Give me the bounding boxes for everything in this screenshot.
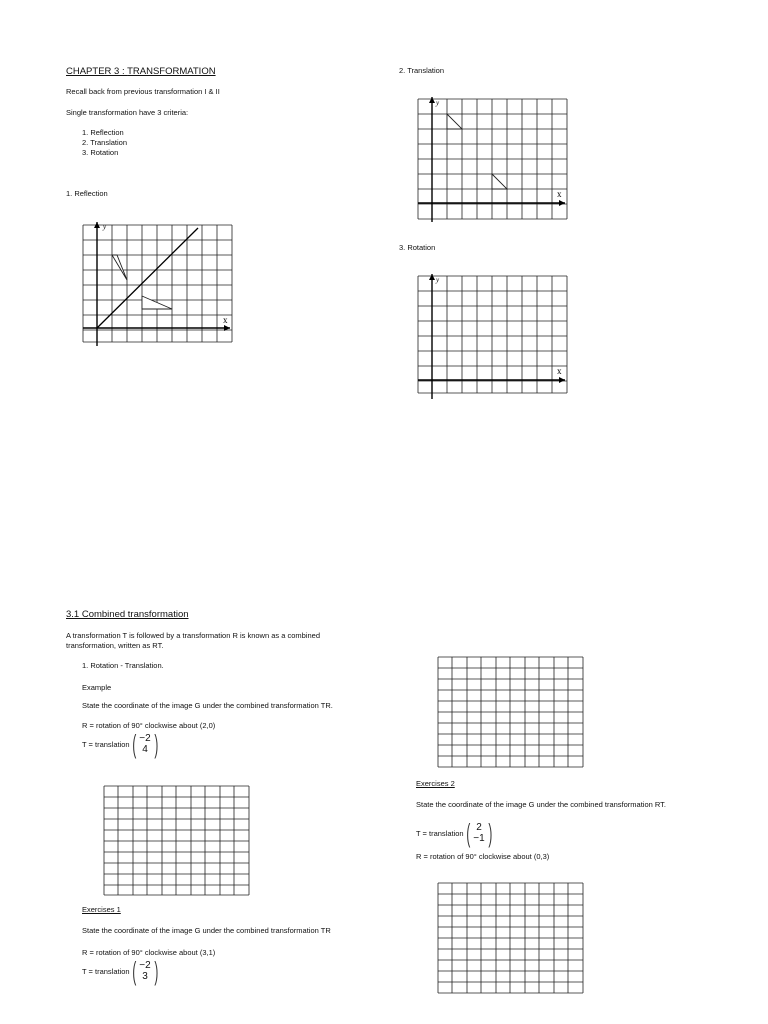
example-text: State the coordinate of the image G under the combined transformation TR. xyxy=(82,701,333,710)
x-axis-label: x xyxy=(557,366,562,376)
translation-vector: −2 4 xyxy=(139,733,151,755)
exercise2-bottom-grid xyxy=(437,882,585,996)
combined-heading: 3.1 Combined transformation xyxy=(66,609,189,620)
section-rotation-label: 3. Rotation xyxy=(399,243,436,252)
translation-vector: −2 3 xyxy=(139,960,151,982)
exercise2-label: Exercises 2 xyxy=(416,779,455,788)
exercise1-label: Exercises 1 xyxy=(82,905,121,914)
exercise1-rotation: R = rotation of 90° clockwise about (3,1) xyxy=(82,948,216,957)
combined-item1: 1. Rotation - Translation. xyxy=(82,661,164,670)
x-axis-arrow-icon xyxy=(559,200,565,206)
exercise2-rotation: R = rotation of 90° clockwise about (0,3) xyxy=(416,852,550,861)
example-grid xyxy=(103,785,251,897)
exercise2-translation: T = translation ( 2 −1 ) xyxy=(416,818,492,848)
y-axis-arrow-icon xyxy=(429,97,435,103)
criteria-intro: Single transformation have 3 criteria: xyxy=(66,108,189,117)
combined-desc-line1: A transformation T is followed by a transformation R is known as a combined xyxy=(66,631,321,640)
exercise1-text: State the coordinate of the image G under the combined transformation TR xyxy=(82,926,331,935)
object-triangle xyxy=(112,255,127,280)
example-rotation: R = rotation of 90° clockwise about (2,0) xyxy=(82,721,216,730)
combined-desc-line2: transformation, written as RT. xyxy=(66,641,164,650)
x-axis-label: x xyxy=(557,189,562,199)
translation-grid xyxy=(415,96,575,226)
y-axis-label: y xyxy=(436,276,440,284)
rotation-grid xyxy=(415,273,575,403)
x-axis-label: x xyxy=(223,315,228,325)
example-label: Example xyxy=(82,683,112,692)
y-axis-label: y xyxy=(103,223,107,231)
criteria-item-rotation: 3. Rotation xyxy=(82,148,119,157)
criteria-item-translation: 2. Translation xyxy=(82,138,128,147)
section-translation-label: 2. Translation xyxy=(399,66,445,75)
image-triangle xyxy=(492,174,507,189)
exercise2-top-grid xyxy=(437,656,585,770)
exercise1-translation: T = translation ( −2 3 ) xyxy=(82,956,158,986)
object-triangle xyxy=(447,114,462,129)
translation-vector: 2 −1 xyxy=(473,822,485,844)
example-translation: T = translation ( −2 4 ) xyxy=(82,729,158,759)
x-axis-arrow-icon xyxy=(559,377,565,383)
criteria-item-reflection: 1. Reflection xyxy=(82,128,124,137)
reflection-grid xyxy=(80,218,240,348)
recall-text: Recall back from previous transformation I & II xyxy=(66,87,220,96)
exercise2-text: State the coordinate of the image G under the combined transformation RT. xyxy=(416,800,667,809)
y-axis-arrow-icon xyxy=(429,274,435,280)
y-axis-label: y xyxy=(436,99,440,107)
chapter-title: CHAPTER 3 : TRANSFORMATION xyxy=(66,66,216,77)
section-reflection-label: 1. Reflection xyxy=(66,189,108,198)
